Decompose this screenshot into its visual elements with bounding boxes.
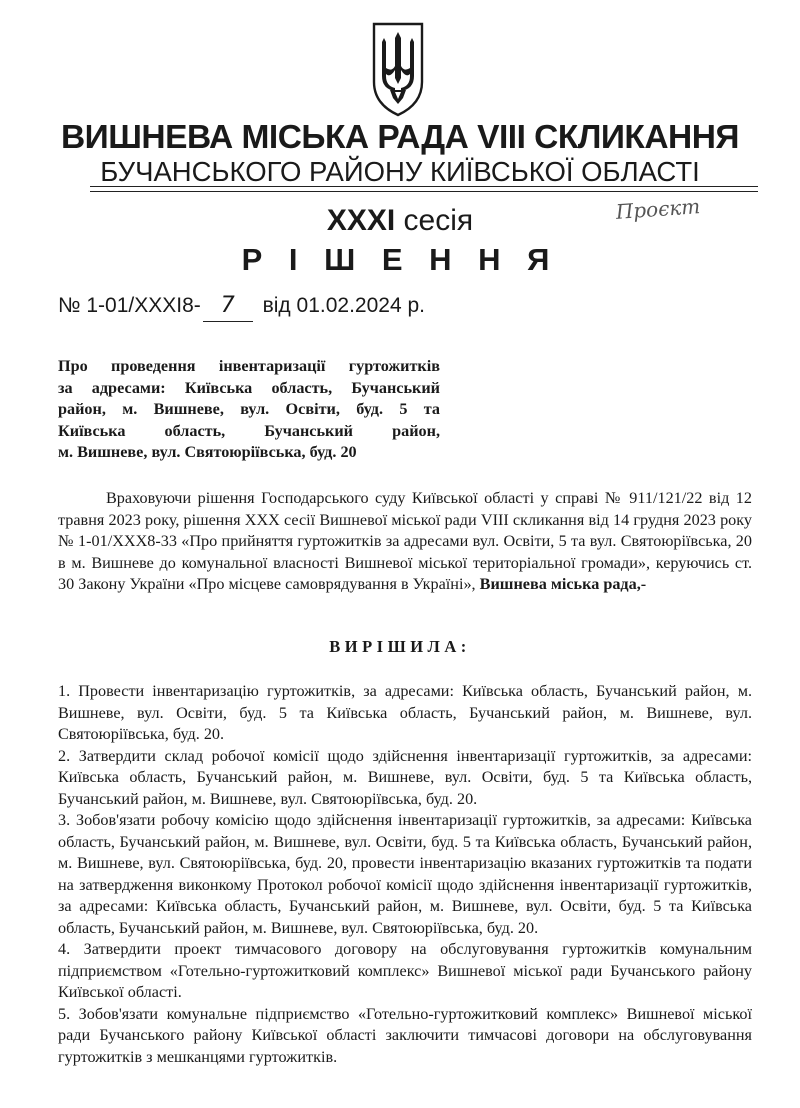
decision-number-prefix: № 1-01/XXXI8- — [58, 294, 201, 317]
trident-coat-of-arms-icon — [368, 20, 428, 118]
subject-line: за адресами: Київська область, Бучанський — [58, 378, 440, 397]
decision-date: від 01.02.2024 р. — [262, 294, 425, 317]
resolution-item: 5. Зобов'язати комунальне підприємство «Готельно-гуртожитковий комплекс» Вишневої міської ради Бучанського району Київської області заключити тимчасові договори на обслуговування гуртожитків з мешканцями гуртожитків. — [58, 1004, 752, 1066]
preamble-text: Враховуючи рішення Господарського суду Київської області у справі № 911/121/22 від 12 травня 2023 року, рішення XXX сесії Вишневої міської ради VIII скликання від 14 грудня 2023 року № 1-01/XXX8-33 «Про прийняття гуртожитків за адресами вул. Освіти, 5 та вул. Святоюріївська, 20 в м. Вишневе до комунальної власності Вишневої міської територіальної громади», керуючись ст. 30 Закону України «Про місцеве самоврядування в Україні», — [58, 489, 752, 593]
resolved-heading: ВИРІШИЛА: — [329, 637, 471, 656]
resolution-item: 4. Затвердити проект тимчасового договору на обслуговування гуртожитків комунальним підприємством «Готельно-гуртожитковий комплекс» Вишневої міської ради Бучанського району Київської області. — [58, 940, 752, 1001]
handwritten-number: 7 — [220, 293, 235, 318]
subject-line: Київська область, Бучанський район, — [58, 421, 440, 440]
document-type: Р І Ш Е Н Н Я — [241, 242, 559, 277]
resolution-item: 2. Затвердити склад робочої комісії щодо здійснення інвентаризації гуртожитків, за адресами: Київська область, Бучанський район, м. Вишневе, вул. Освіти, буд. 5 та Київська область, Бучанський район, м. Вишневе, вул. Святоюріївська, буд. 20. — [58, 746, 752, 808]
subject-line: Про проведення інвентаризації гуртожитків — [58, 357, 440, 375]
session-heading — [0, 202, 800, 240]
decision-number-blank — [203, 291, 253, 322]
decision-subject — [58, 356, 440, 464]
resolution-item: 1. Провести інвентаризацію гуртожитків, за адресами: Київська область, Бучанський район, м. Вишневе, вул. Освіти, буд. 5 та Київська область, Бучанський район, м. Вишневе, вул. Святоюріївська, буд. 20. — [58, 682, 752, 743]
decision-number-line — [58, 291, 425, 322]
draft-handwritten-mark: Проєкт — [615, 194, 701, 224]
subject-line: м. Вишневе, вул. Святоюріївська, буд. 20 — [58, 443, 357, 462]
resolution-items — [58, 681, 752, 1068]
resolution-item: 3. Зобов'язати робочу комісію щодо здійснення інвентаризації гуртожитків, за адресами: Київська область, Бучанський район, м. Вишневе, вул. Освіти, буд. 5 та Київська область, Бучанський район, м. Вишневе, вул. Святоюріївська, буд. 20, провести інвентаризацію вказаних гуртожитків та подати на затвердження виконкому Протокол робочої комісії щодо здійснення інвентаризації гуртожитків, за адресами: Київська область, Бучанський район, м. Вишневе, вул. Освіти, буд. 5 та Київська область, Бучанський район, м. Вишневе, вул. Святоюріївська, буд. 20. — [58, 811, 752, 937]
session-number: XXXI — [326, 204, 396, 237]
council-title: ВИШНЕВА МІСЬКА РАДА VIII СКЛИКАННЯ — [60, 119, 740, 156]
council-subtitle: БУЧАНСЬКОГО РАЙОНУ КИЇВСЬКОЇ ОБЛАСТІ — [100, 156, 700, 187]
preamble-paragraph — [58, 488, 752, 596]
session-word: сесія — [403, 204, 474, 237]
subject-line: район, м. Вишневе, вул. Освіти, буд. 5 та — [58, 400, 440, 419]
header-rule-top — [90, 186, 758, 187]
preamble-bold-tail: Вишнева міська рада,- — [479, 575, 647, 593]
